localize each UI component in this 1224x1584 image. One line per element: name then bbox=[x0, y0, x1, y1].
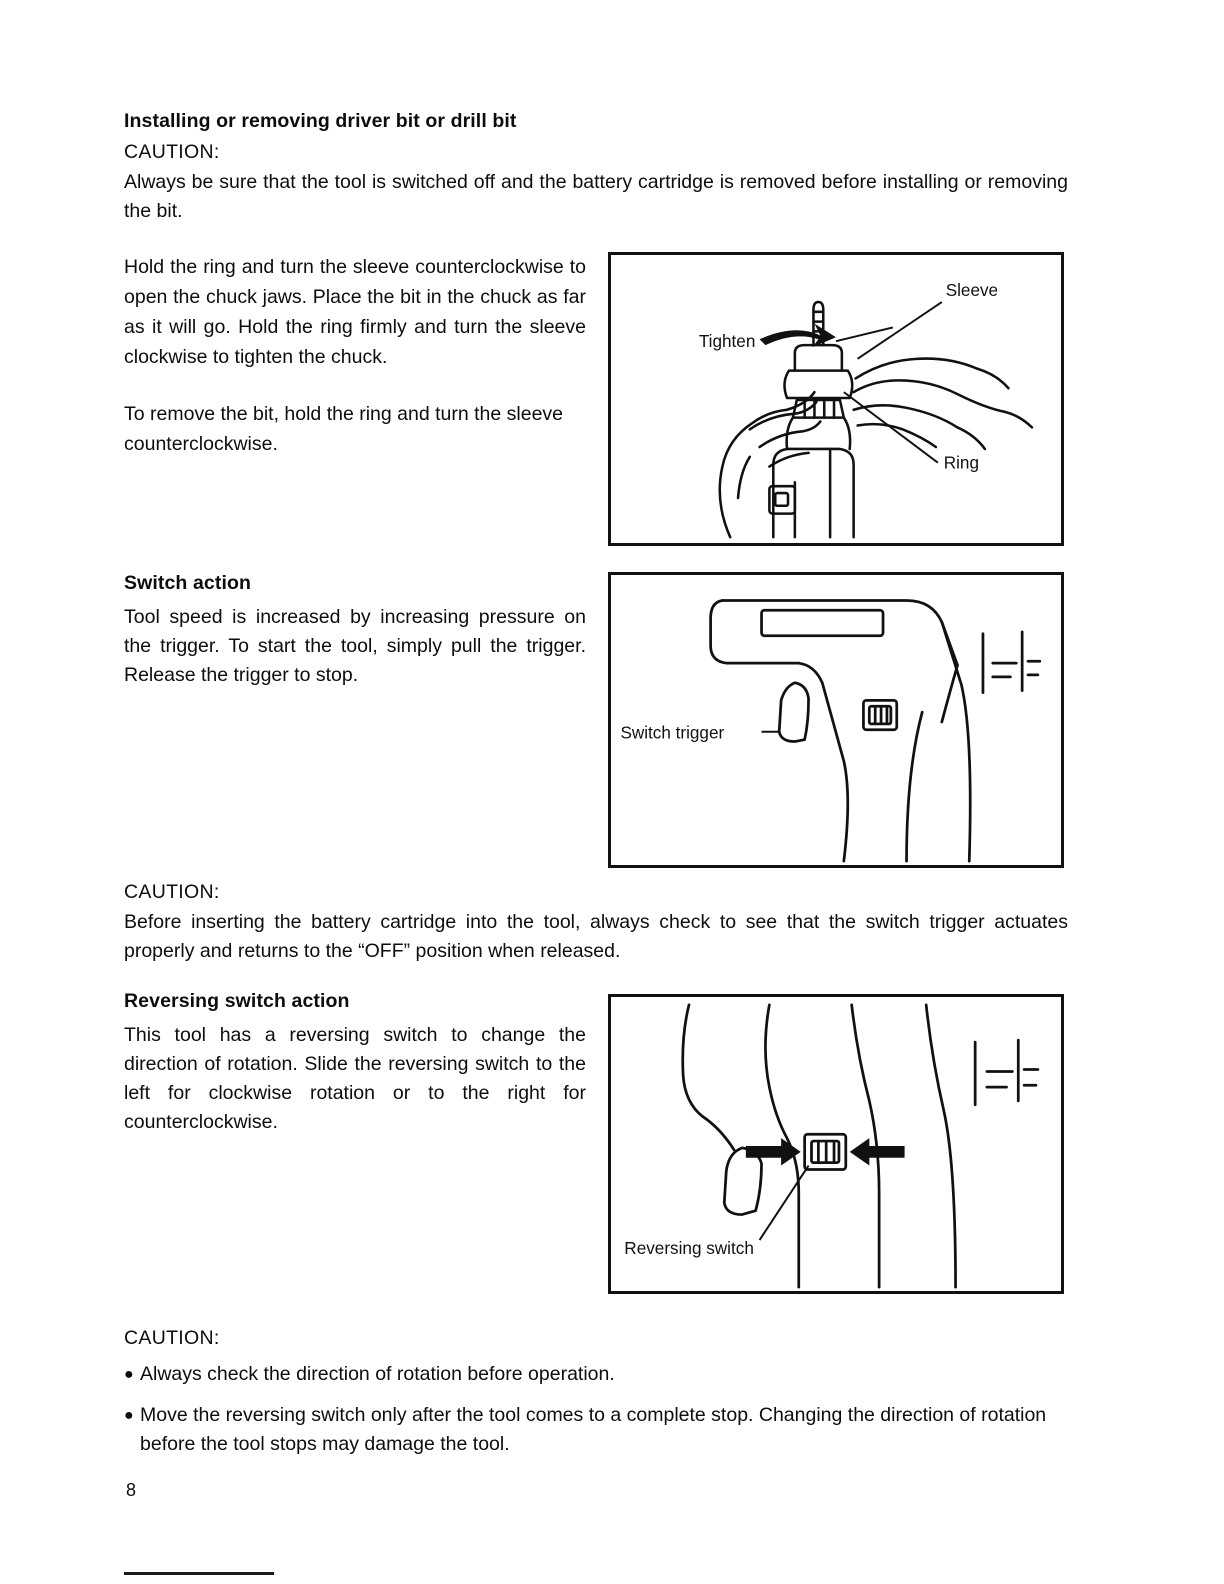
page-number: 8 bbox=[126, 1480, 137, 1500]
caution-bullet-text-1: Always check the direction of rotation before operation. bbox=[140, 1363, 615, 1385]
paragraph-switch-action: Tool speed is increased by increasing pressure on the trigger. To start the tool, simply pull the trigger. Release the trigger to stop. bbox=[124, 606, 586, 686]
caution-bullet-item bbox=[124, 1401, 1074, 1459]
bottom-rule bbox=[124, 1572, 274, 1575]
caution-label-reversing: CAUTION: bbox=[124, 1327, 220, 1349]
caution-reversing-switch bbox=[124, 1327, 1074, 1471]
figure-label-ring: Ring bbox=[943, 452, 979, 473]
figure-chuck-sleeve-ring bbox=[608, 252, 1064, 546]
section-heading-reversing-switch: Reversing switch action bbox=[124, 990, 350, 1012]
body-column-installing-bit bbox=[124, 252, 586, 459]
figure-label-switch-trigger: Switch trigger bbox=[620, 722, 725, 743]
paragraph-remove-bit: To remove the bit, hold the ring and turn the sleeve counterclockwise. bbox=[124, 403, 564, 455]
paragraph-hold-ring: Hold the ring and turn the sleeve counterclockwise to open the chuck jaws. Place the bit in the chuck as far as it will go. Hold the ring firmly and turn the sleeve clockwise to tighten the chuck. bbox=[124, 256, 586, 368]
figure-label-reversing-switch: Reversing switch bbox=[624, 1237, 754, 1258]
caution-text-switch: Before inserting the battery cartridge into the tool, always check to see that the switch trigger actuates properly and returns to the “OFF” position when released. bbox=[124, 911, 1068, 962]
bullet-dot-icon: ● bbox=[124, 1407, 134, 1424]
figure-switch-trigger bbox=[608, 572, 1064, 868]
figure-label-sleeve: Sleeve bbox=[945, 280, 999, 301]
bullet-dot-icon: ● bbox=[124, 1366, 134, 1383]
caution-label-bit: CAUTION: bbox=[124, 141, 220, 163]
section-reversing-switch bbox=[124, 990, 586, 1137]
figure-label-tighten: Tighten bbox=[698, 331, 756, 352]
caution-bullet-item bbox=[124, 1360, 1074, 1389]
section-switch-action bbox=[124, 572, 586, 690]
caution-text-bit: Always be sure that the tool is switched off and the battery cartridge is removed before installing or removing the bit. bbox=[124, 171, 1068, 222]
caution-switch-trigger bbox=[124, 881, 1068, 966]
caution-label-switch: CAUTION: bbox=[124, 881, 220, 903]
caution-bullet-text-2: Move the reversing switch only after the tool comes to a complete stop. Changing the direction of rotation before the tool stops may damage the tool. bbox=[140, 1404, 1047, 1455]
section-heading-installing-bit: Installing or removing driver bit or drill bit bbox=[124, 110, 517, 132]
figure-reversing-switch bbox=[608, 994, 1064, 1294]
section-installing-bit bbox=[124, 110, 1068, 226]
paragraph-reversing-switch: This tool has a reversing switch to change the direction of rotation. Slide the reversing switch to the left for clockwise rotation or to the right for counterclockwise. bbox=[124, 1024, 586, 1133]
section-heading-switch-action: Switch action bbox=[124, 572, 251, 594]
